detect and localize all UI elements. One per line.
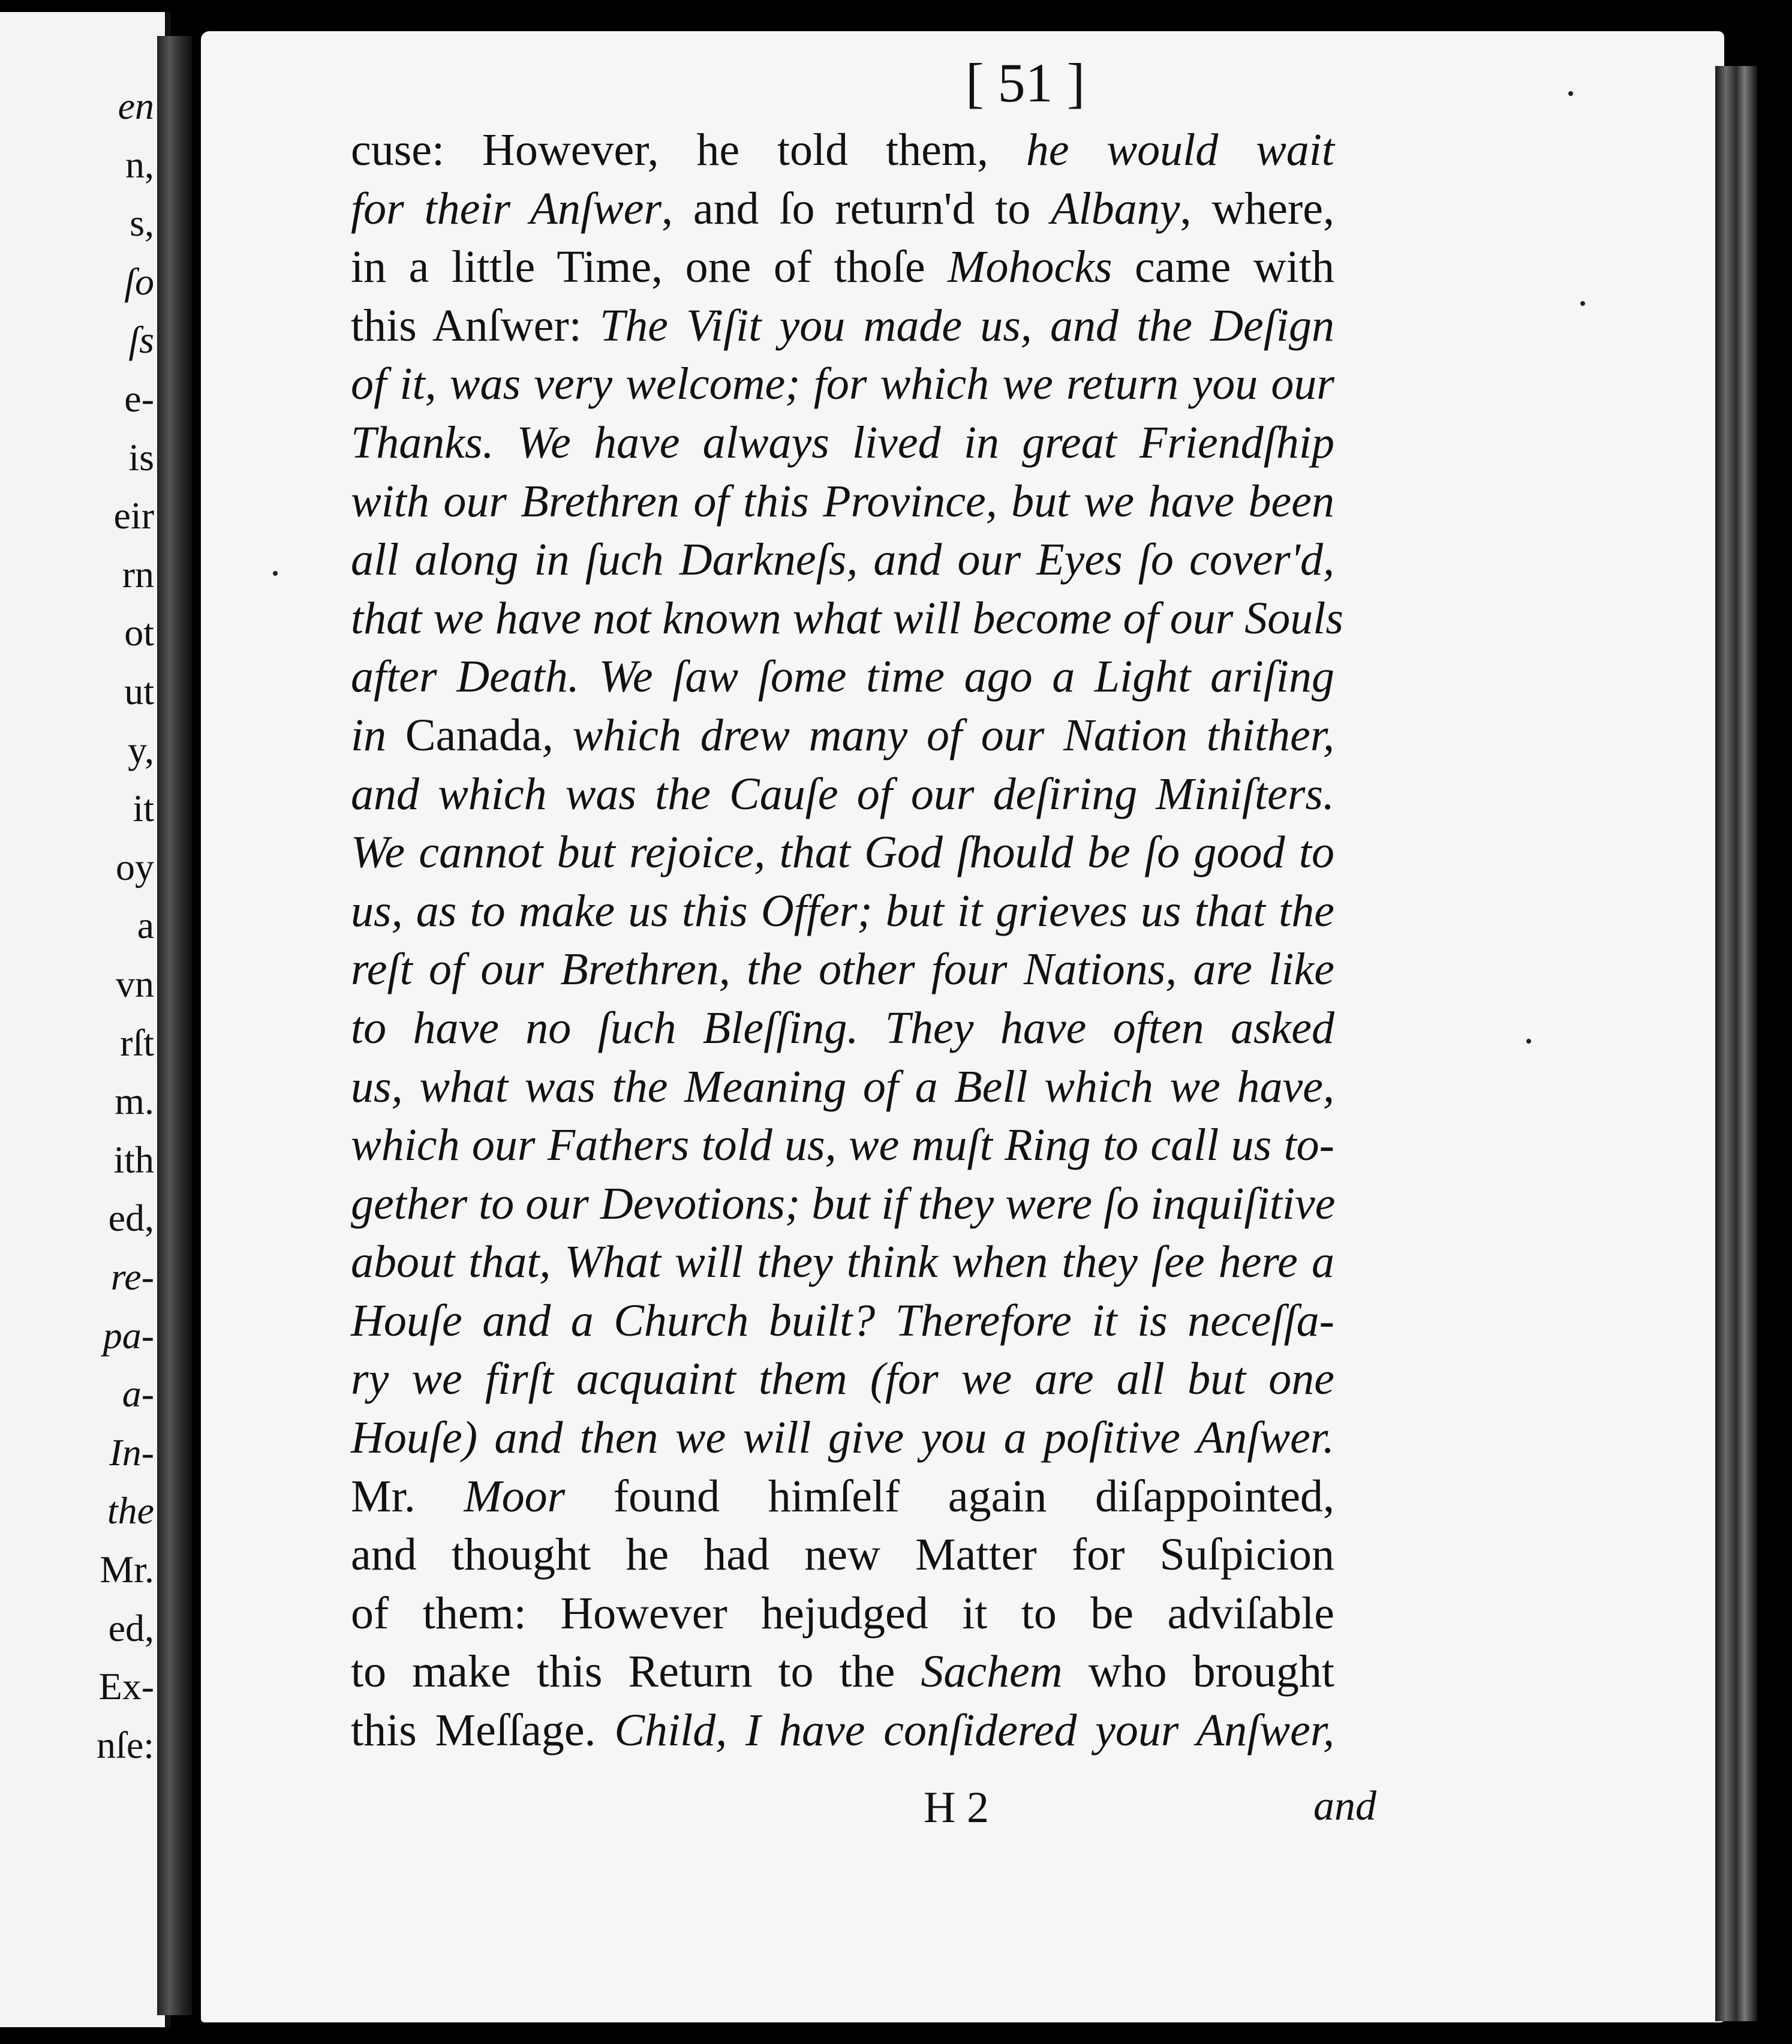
body-text <box>351 121 1343 1760</box>
previous-page-fragment: oy <box>116 845 154 888</box>
text-segment: us, as to make us this Offer; but it grieves us that the <box>351 885 1334 936</box>
text-segment: came with <box>1112 242 1334 293</box>
previous-page-fragment: y, <box>128 728 154 771</box>
ink-speck <box>1568 91 1573 96</box>
ink-speck <box>1526 1039 1531 1044</box>
text-segment: of it, was very welcome; for which we return you our <box>351 359 1334 410</box>
page-number: [ 51 ] <box>966 52 1086 113</box>
text-segment: , and ſo return'd to <box>662 183 1051 234</box>
text-segment: and thought he had new Matter for Suſpicion <box>351 1529 1334 1580</box>
text-segment: cuse: However, he told them, <box>351 125 1026 175</box>
text-segment: found himſelf again diſappointed, <box>565 1471 1334 1522</box>
previous-page-fragment: s, <box>130 202 154 245</box>
previous-page-fragment: a <box>137 904 154 947</box>
text-line <box>351 1585 1334 1643</box>
previous-page-fragment: ot <box>124 611 154 654</box>
text-line <box>351 1175 1334 1234</box>
text-segment: of them: However hejudged it to be adviſable <box>351 1588 1334 1639</box>
previous-page-fragment: eir <box>113 494 154 537</box>
text-segment: The Viſit you made us, and the Deſign <box>599 300 1334 351</box>
text-segment: Houſe) and then we will give you a poſitive Anſwer. <box>351 1412 1334 1463</box>
text-line <box>351 355 1334 414</box>
previous-page-fragment: e- <box>124 377 154 420</box>
text-segment: Child, I have conſidered your Anſwer, <box>614 1705 1334 1756</box>
text-line <box>351 531 1334 590</box>
previous-page-fragment: vn <box>116 963 154 1005</box>
text-line <box>351 414 1334 473</box>
text-line <box>351 1643 1334 1702</box>
text-segment: in <box>351 710 405 761</box>
text-segment: reſt of our Brethren, the other four Nations, are like <box>351 944 1334 995</box>
signature-mark: H 2 <box>924 1783 989 1832</box>
previous-page-fragment: ed, <box>108 1197 154 1240</box>
previous-page-fragment: ſs <box>128 318 154 362</box>
text-segment: Houſe and a Church built? Therefore it is neceſſa- <box>351 1295 1334 1346</box>
text-line <box>351 648 1334 707</box>
text-line <box>351 1292 1334 1351</box>
text-segment: Canada <box>405 710 542 761</box>
text-line <box>351 297 1334 356</box>
text-segment: Sachem <box>921 1646 1063 1697</box>
previous-page-fragment: n, <box>125 143 154 186</box>
text-segment: he would wait <box>1026 125 1334 175</box>
text-line <box>351 238 1334 297</box>
text-line <box>351 1233 1334 1292</box>
text-line <box>351 707 1334 765</box>
text-line <box>351 1350 1334 1409</box>
previous-page-fragment: ſo <box>124 260 154 303</box>
text-line <box>351 121 1334 180</box>
book-page <box>201 31 1724 2022</box>
text-line <box>351 1058 1334 1117</box>
previous-page-fragment: it <box>133 787 154 830</box>
text-segment: all along in ſuch Darkneſs, and our Eyes ſo cover'd, <box>351 534 1334 585</box>
text-segment: that we have not known what will become of our Souls <box>351 593 1343 644</box>
text-segment: us, what was the Meaning of a Bell which we have, <box>351 1061 1334 1112</box>
text-segment: and which was the Cauſe of our deſiring Miniſters. <box>351 768 1334 819</box>
previous-page-fragment: a- <box>122 1372 154 1415</box>
text-line <box>351 940 1334 999</box>
text-line <box>351 999 1334 1058</box>
previous-page-fragment: nſe: <box>97 1723 154 1766</box>
text-line <box>351 1116 1334 1175</box>
text-line <box>351 823 1334 882</box>
previous-page-fragment: Mr. <box>100 1548 154 1591</box>
previous-page-fragment: In- <box>109 1430 154 1474</box>
text-line <box>351 1526 1334 1585</box>
text-segment: Albany <box>1051 183 1180 234</box>
previous-page-fragment: rn <box>122 552 154 596</box>
text-line <box>351 1702 1334 1760</box>
previous-page-fragment: rſt <box>120 1021 154 1064</box>
text-line <box>351 765 1334 824</box>
ink-speck <box>273 571 278 576</box>
text-segment: with our Brethren of this Province, but we have been <box>351 476 1334 527</box>
previous-page-fragment: ut <box>124 670 154 713</box>
previous-page-fragment: m. <box>115 1080 154 1123</box>
previous-page-fragment: the <box>107 1489 154 1532</box>
previous-page-edge <box>0 12 171 2027</box>
text-segment: , which drew many of our Nation thither, <box>542 710 1334 761</box>
text-line <box>351 882 1334 941</box>
text-segment: in a little Time, one of thoſe <box>351 242 948 293</box>
text-segment: after Death. We ſaw ſome time ago a Light ariſing <box>351 651 1334 702</box>
text-segment: this Meſſage. <box>351 1705 615 1756</box>
text-segment: , where, <box>1180 183 1334 234</box>
text-segment: who brought <box>1062 1646 1334 1697</box>
previous-page-fragment: pa- <box>103 1313 154 1357</box>
text-segment: to have no ſuch Bleſſing. They have often asked <box>351 1002 1334 1053</box>
previous-page-fragment: ed, <box>108 1606 154 1649</box>
text-segment: this Anſwer: <box>351 300 600 351</box>
text-segment: Moor <box>464 1471 566 1522</box>
previous-page-fragment: re- <box>110 1255 154 1298</box>
text-segment: ry we firſt acquaint them (for we are all but one <box>351 1354 1334 1405</box>
text-segment: We cannot but rejoice, that God ſhould be ſo good to <box>351 827 1334 878</box>
previous-page-fragment: ith <box>113 1138 154 1181</box>
book-gutter <box>157 36 192 2015</box>
previous-page-fragment: is <box>128 435 154 479</box>
text-segment: about that, What will they think when they ſee here a <box>351 1237 1334 1288</box>
text-line <box>351 590 1343 648</box>
text-segment: for their Anſwer <box>351 183 662 234</box>
text-segment: Mr. <box>351 1471 464 1522</box>
catchword: and <box>1313 1783 1376 1829</box>
ink-speck <box>1580 301 1585 306</box>
text-line <box>351 1409 1334 1468</box>
text-segment: Mohocks <box>948 242 1113 293</box>
previous-page-fragment: en <box>118 85 154 127</box>
text-segment: Thanks. We have always lived in great Friendſhip <box>351 417 1334 468</box>
text-segment: gether to our Devotions; but if they were ſo inquiſitive <box>351 1178 1336 1229</box>
text-line <box>351 473 1334 531</box>
text-segment: which our Fathers told us, we muſt Ring to call us to- <box>351 1120 1334 1171</box>
text-line <box>351 180 1334 239</box>
page-fore-edge <box>1715 66 1757 2021</box>
text-segment: to make this Return to the <box>351 1646 921 1697</box>
previous-page-fragment: Ex- <box>98 1665 154 1708</box>
text-line <box>351 1468 1334 1526</box>
